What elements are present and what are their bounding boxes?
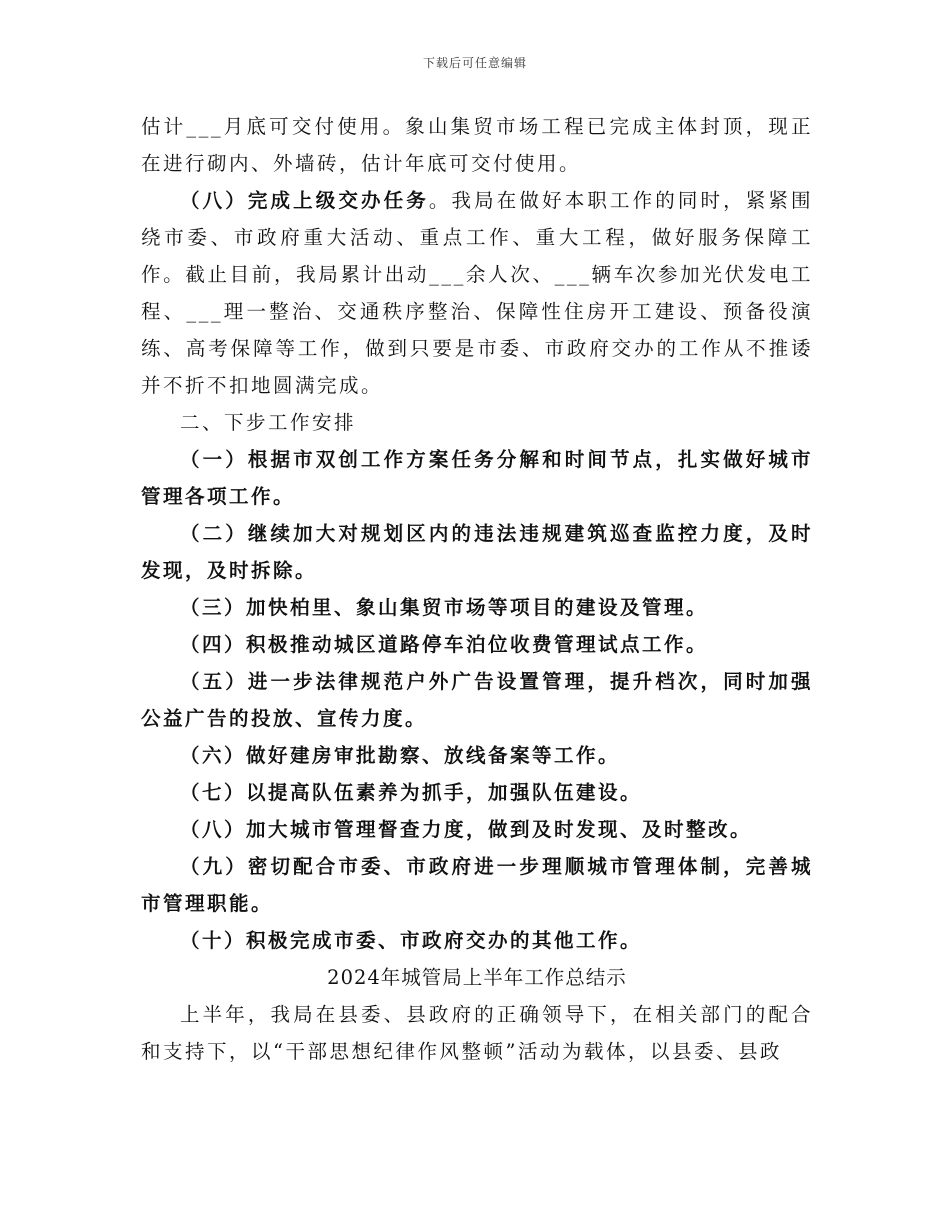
list-item-7: （七）以提高队伍素养为抓手，加强队伍建设。 bbox=[180, 781, 643, 804]
list-item-4: （四）积极推动城区道路停车泊位收费管理试点工作。 bbox=[180, 633, 709, 656]
list-item-8: （八）加大城市管理督查力度，做到及时发现、及时整改。 bbox=[180, 818, 753, 841]
paragraph-continuation: 估计___月底可交付使用。象山集贸市场工程已完成主体封顶，现正在进行砌内、外墙砖，估计年底可交付使用。 bbox=[141, 115, 813, 175]
list-item-2: （二）继续加大对规划区内的违法违规建筑巡查监控力度，及时发现，及时拆除。 bbox=[141, 522, 813, 582]
paragraph-task-8-heading: （八）完成上级交办任务 bbox=[180, 189, 429, 212]
list-item-5: （五）进一步法律规范户外广告设置管理，提升档次，同时加强公益广告的投放、宣传力度。 bbox=[141, 670, 813, 730]
list-item-6: （六）做好建房审批勘察、放线备案等工作。 bbox=[180, 744, 621, 767]
list-item-9: （九）密切配合市委、市政府进一步理顺城市管理体制，完善城市管理职能。 bbox=[141, 855, 813, 915]
paragraph-intro: 上半年，我局在县委、县政府的正确领导下，在相关部门的配合和支持下，以“干部思想纪律作风整顿”活动为载体，以县委、县政 bbox=[141, 1003, 813, 1063]
paragraph-task-8-body: 。我局在做好本职工作的同时，紧紧围绕市委、市政府重大活动、重点工作、重大工程，做好服务保障工作。截止目前，我局累计出动___余人次、___辆车次参加光伏发电工程、___理一整治、交通秩序整治、保障性住房开工建设、预备役演练、高考保障等工作，做到只要是市委、市政府交办的工作从不推诿并不折不扣地圆满完成。 bbox=[141, 189, 813, 397]
list-item-3: （三）加快柏里、象山集贸市场等项目的建设及管理。 bbox=[180, 596, 709, 619]
section-heading-next-steps: 二、下步工作安排 bbox=[180, 411, 357, 434]
header-note: 下载后可任意编辑 bbox=[422, 56, 527, 70]
paragraph-task-8 bbox=[141, 182, 813, 404]
document-title: 2024年城管局上半年工作总结示 bbox=[327, 966, 627, 989]
list-item-10: （十）积极完成市委、市政府交办的其他工作。 bbox=[180, 929, 643, 952]
document-body bbox=[141, 108, 813, 1070]
list-item-1: （一）根据市双创工作方案任务分解和时间节点，扎实做好城市管理各项工作。 bbox=[141, 448, 813, 508]
